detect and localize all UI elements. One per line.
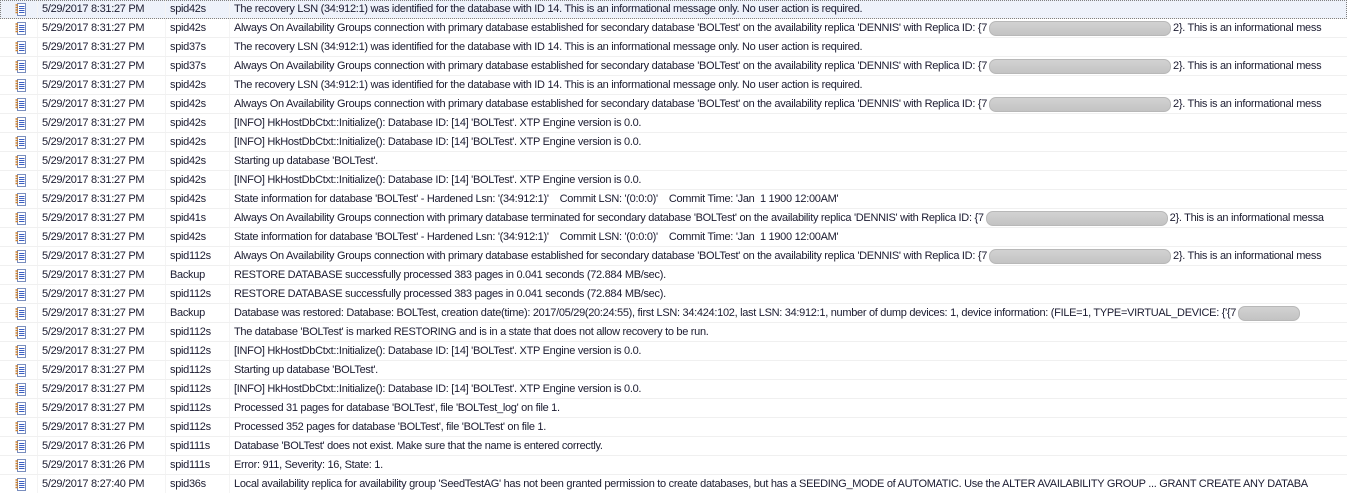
- log-source: spid42s: [166, 171, 230, 189]
- log-row[interactable]: [0, 247, 1347, 266]
- log-source: spid37s: [166, 57, 230, 75]
- log-message-text: [INFO] HkHostDbCtxt::Initialize(): Database ID: [14] 'BOLTest'. XTP Engine version is 0.0.: [234, 136, 642, 148]
- log-timestamp: 5/29/2017 8:31:27 PM: [38, 95, 166, 113]
- log-timestamp: 5/29/2017 8:31:26 PM: [38, 437, 166, 455]
- log-timestamp: 5/29/2017 8:31:27 PM: [38, 0, 166, 18]
- log-entry-icon: [14, 135, 27, 150]
- log-row[interactable]: [0, 171, 1347, 190]
- log-entry-icon-cell: [0, 304, 38, 322]
- log-timestamp: 5/29/2017 8:31:27 PM: [38, 342, 166, 360]
- log-source: spid112s: [166, 247, 230, 265]
- log-timestamp: 5/29/2017 8:31:27 PM: [38, 38, 166, 56]
- log-message: [230, 0, 1347, 18]
- log-timestamp: 5/29/2017 8:31:27 PM: [38, 285, 166, 303]
- log-entry-icon: [14, 344, 27, 359]
- log-message-text: RESTORE DATABASE successfully processed 383 pages in 0.041 seconds (72.884 MB/sec).: [234, 269, 666, 281]
- log-message: [230, 95, 1347, 113]
- log-entry-icon-cell: [0, 228, 38, 246]
- log-message-text: [INFO] HkHostDbCtxt::Initialize(): Database ID: [14] 'BOLTest'. XTP Engine version is 0.0.: [234, 117, 642, 129]
- log-entry-icon: [14, 116, 27, 131]
- log-timestamp: 5/29/2017 8:31:27 PM: [38, 190, 166, 208]
- log-timestamp: 5/29/2017 8:31:27 PM: [38, 209, 166, 227]
- log-message-text: Processed 31 pages for database 'BOLTest', file 'BOLTest_log' on file 1.: [234, 402, 560, 414]
- log-timestamp: 5/29/2017 8:31:27 PM: [38, 57, 166, 75]
- log-entry-icon-cell: [0, 76, 38, 94]
- log-entry-icon-cell: [0, 323, 38, 341]
- log-entry-icon: [14, 173, 27, 188]
- log-entry-icon-cell: [0, 190, 38, 208]
- log-message-text: The recovery LSN (34:912:1) was identified for the database with ID 14. This is an informational message only. No user action is required.: [234, 3, 863, 15]
- log-timestamp: 5/29/2017 8:31:27 PM: [38, 133, 166, 151]
- log-message-text: Local availability replica for availability group 'SeedTestAG' has not been granted permission to create databases, but has a SEEDING_MODE of AUTOMATIC. Use the ALTER AVAILABILITY GROUP ... GRANT CREATE ANY DATABA: [234, 478, 1308, 490]
- log-row[interactable]: [0, 342, 1347, 361]
- log-entry-icon: [14, 439, 27, 454]
- log-message: [230, 76, 1347, 94]
- log-entry-icon-cell: [0, 342, 38, 360]
- log-message-text: Starting up database 'BOLTest'.: [234, 155, 378, 167]
- log-row[interactable]: [0, 209, 1347, 228]
- log-entry-icon-cell: [0, 133, 38, 151]
- log-message-text: State information for database 'BOLTest' - Hardened Lsn: '(34:912:1)' Commit LSN: '(0:0:0)' Commit Time: 'Jan 1 1900 12:00AM': [234, 231, 839, 243]
- redacted-text: [986, 211, 1168, 226]
- log-message: [230, 209, 1347, 227]
- log-timestamp: 5/29/2017 8:31:27 PM: [38, 418, 166, 436]
- log-source: spid42s: [166, 152, 230, 170]
- log-message: [230, 171, 1347, 189]
- log-message-text: Starting up database 'BOLTest'.: [234, 364, 378, 376]
- log-message-text: Error: 911, Severity: 16, State: 1.: [234, 459, 383, 471]
- log-entry-icon-cell: [0, 266, 38, 284]
- log-message-text: 2}. This is an informational mess: [1173, 98, 1322, 110]
- log-row[interactable]: [0, 361, 1347, 380]
- log-message: [230, 342, 1347, 360]
- log-message: [230, 285, 1347, 303]
- log-row[interactable]: [0, 323, 1347, 342]
- log-source: spid42s: [166, 114, 230, 132]
- log-message-text: Always On Availability Groups connection with primary database terminated for secondary database 'BOLTest' on the availability replica 'DENNIS' with Replica ID: {7: [234, 212, 984, 224]
- log-message: [230, 456, 1347, 474]
- log-message: [230, 19, 1347, 37]
- log-message: [230, 133, 1347, 151]
- log-message-text: 2}. This is an informational messa: [1169, 212, 1324, 224]
- log-timestamp: 5/29/2017 8:27:40 PM: [38, 475, 166, 493]
- log-entry-icon-cell: [0, 475, 38, 493]
- log-timestamp: 5/29/2017 8:31:27 PM: [38, 171, 166, 189]
- log-entry-icon: [14, 211, 27, 226]
- log-entry-icon: [14, 401, 27, 416]
- log-entry-icon: [14, 477, 27, 492]
- log-message-text: The recovery LSN (34:912:1) was identified for the database with ID 14. This is an informational message only. No user action is required.: [234, 41, 863, 53]
- log-message: [230, 380, 1347, 398]
- log-message-text: Always On Availability Groups connection with primary database established for secondary database 'BOLTest' on the availability replica 'DENNIS' with Replica ID: {7: [234, 22, 988, 34]
- log-timestamp: 5/29/2017 8:31:27 PM: [38, 399, 166, 417]
- log-row[interactable]: [0, 76, 1347, 95]
- log-entry-icon-cell: [0, 399, 38, 417]
- log-row[interactable]: [0, 0, 1347, 19]
- log-entry-icon-cell: [0, 38, 38, 56]
- log-message: [230, 266, 1347, 284]
- log-source: spid112s: [166, 399, 230, 417]
- log-row[interactable]: [0, 380, 1347, 399]
- log-source: spid112s: [166, 342, 230, 360]
- log-row[interactable]: [0, 437, 1347, 456]
- log-entry-icon: [14, 154, 27, 169]
- log-source: spid111s: [166, 437, 230, 455]
- log-entry-icon: [14, 458, 27, 473]
- log-source: spid42s: [166, 19, 230, 37]
- log-source: spid112s: [166, 418, 230, 436]
- log-source: Backup: [166, 266, 230, 284]
- log-source: spid42s: [166, 228, 230, 246]
- log-message-text: The recovery LSN (34:912:1) was identified for the database with ID 14. This is an informational message only. No user action is required.: [234, 79, 863, 91]
- log-entry-icon-cell: [0, 247, 38, 265]
- log-row[interactable]: [0, 190, 1347, 209]
- log-source: spid42s: [166, 95, 230, 113]
- log-entry-icon-cell: [0, 0, 38, 18]
- log-entry-icon: [14, 382, 27, 397]
- log-row[interactable]: [0, 418, 1347, 437]
- log-timestamp: 5/29/2017 8:31:27 PM: [38, 323, 166, 341]
- log-message-text: State information for database 'BOLTest' - Hardened Lsn: '(34:912:1)' Commit LSN: '(0:0:0)' Commit Time: 'Jan 1 1900 12:00AM': [234, 193, 839, 205]
- log-message-text: Database was restored: Database: BOLTest, creation date(time): 2017/05/29(20:24:55), first LSN: 34:424:102, last LSN: 34:912:1, number of dump devices: 1, device information: (FILE=1, TYPE=VIRTUAL_DEVICE: {'{7: [234, 307, 1237, 319]
- redacted-text: [1238, 306, 1300, 321]
- log-message-text: [INFO] HkHostDbCtxt::Initialize(): Database ID: [14] 'BOLTest'. XTP Engine version is 0.0.: [234, 174, 642, 186]
- log-entry-icon-cell: [0, 456, 38, 474]
- log-timestamp: 5/29/2017 8:31:27 PM: [38, 228, 166, 246]
- log-message-text: Always On Availability Groups connection with primary database established for secondary database 'BOLTest' on the availability replica 'DENNIS' with Replica ID: {7: [234, 98, 988, 110]
- log-entry-icon-cell: [0, 57, 38, 75]
- log-entry-icon: [14, 192, 27, 207]
- log-message: [230, 304, 1347, 322]
- log-timestamp: 5/29/2017 8:31:27 PM: [38, 76, 166, 94]
- log-row[interactable]: [0, 38, 1347, 57]
- log-entry-icon: [14, 21, 27, 36]
- log-entry-icon: [14, 420, 27, 435]
- log-row[interactable]: [0, 475, 1347, 493]
- log-message: [230, 152, 1347, 170]
- log-message: [230, 437, 1347, 455]
- log-source: spid112s: [166, 361, 230, 379]
- log-timestamp: 5/29/2017 8:31:27 PM: [38, 114, 166, 132]
- log-entry-icon: [14, 325, 27, 340]
- log-timestamp: 5/29/2017 8:31:27 PM: [38, 361, 166, 379]
- log-message-text: RESTORE DATABASE successfully processed 383 pages in 0.041 seconds (72.884 MB/sec).: [234, 288, 666, 300]
- log-entry-icon: [14, 78, 27, 93]
- log-message-text: The database 'BOLTest' is marked RESTORING and is in a state that does not allow recovery to be run.: [234, 326, 709, 338]
- log-source: spid36s: [166, 475, 230, 493]
- log-message-text: 2}. This is an informational mess: [1173, 250, 1322, 262]
- redacted-text: [989, 21, 1171, 36]
- log-entry-icon-cell: [0, 19, 38, 37]
- log-source: spid42s: [166, 76, 230, 94]
- log-message: [230, 38, 1347, 56]
- log-source: spid41s: [166, 209, 230, 227]
- log-message: [230, 323, 1347, 341]
- log-entry-icon: [14, 40, 27, 55]
- log-message: [230, 361, 1347, 379]
- log-timestamp: 5/29/2017 8:31:27 PM: [38, 152, 166, 170]
- log-entry-icon-cell: [0, 380, 38, 398]
- log-message-text: [INFO] HkHostDbCtxt::Initialize(): Database ID: [14] 'BOLTest'. XTP Engine version is 0.0.: [234, 383, 642, 395]
- log-entry-icon: [14, 59, 27, 74]
- redacted-text: [989, 249, 1171, 264]
- log-entry-icon: [14, 230, 27, 245]
- log-timestamp: 5/29/2017 8:31:27 PM: [38, 266, 166, 284]
- log-message: [230, 114, 1347, 132]
- log-message: [230, 57, 1347, 75]
- log-timestamp: 5/29/2017 8:31:27 PM: [38, 304, 166, 322]
- log-entry-icon-cell: [0, 418, 38, 436]
- log-timestamp: 5/29/2017 8:31:27 PM: [38, 380, 166, 398]
- log-row[interactable]: [0, 19, 1347, 38]
- log-timestamp: 5/29/2017 8:31:26 PM: [38, 456, 166, 474]
- log-entry-icon-cell: [0, 437, 38, 455]
- redacted-text: [989, 59, 1171, 74]
- log-row[interactable]: [0, 57, 1347, 76]
- log-entry-icon: [14, 2, 27, 17]
- log-row[interactable]: [0, 266, 1347, 285]
- log-source: spid42s: [166, 0, 230, 18]
- log-source: spid112s: [166, 285, 230, 303]
- log-entry-icon: [14, 97, 27, 112]
- log-entry-icon-cell: [0, 209, 38, 227]
- log-source: spid37s: [166, 38, 230, 56]
- log-entry-icon-cell: [0, 285, 38, 303]
- log-row[interactable]: [0, 228, 1347, 247]
- log-row[interactable]: [0, 304, 1347, 323]
- log-entry-icon-cell: [0, 361, 38, 379]
- log-message-text: Always On Availability Groups connection with primary database established for secondary database 'BOLTest' on the availability replica 'DENNIS' with Replica ID: {7: [234, 250, 988, 262]
- log-message-text: [INFO] HkHostDbCtxt::Initialize(): Database ID: [14] 'BOLTest'. XTP Engine version is 0.0.: [234, 345, 642, 357]
- log-timestamp: 5/29/2017 8:31:27 PM: [38, 247, 166, 265]
- log-source: spid112s: [166, 323, 230, 341]
- log-entry-icon-cell: [0, 114, 38, 132]
- log-source: spid112s: [166, 380, 230, 398]
- log-row[interactable]: [0, 285, 1347, 304]
- log-source: spid42s: [166, 133, 230, 151]
- log-row[interactable]: [0, 152, 1347, 171]
- log-row[interactable]: [0, 133, 1347, 152]
- log-message: [230, 475, 1347, 493]
- log-message: [230, 399, 1347, 417]
- log-row[interactable]: [0, 456, 1347, 475]
- log-message-text: 2}. This is an informational mess: [1173, 22, 1322, 34]
- log-row[interactable]: [0, 114, 1347, 133]
- log-message: [230, 418, 1347, 436]
- log-entry-icon: [14, 268, 27, 283]
- log-message-text: Database 'BOLTest' does not exist. Make sure that the name is entered correctly.: [234, 440, 603, 452]
- log-message-text: Processed 352 pages for database 'BOLTest', file 'BOLTest' on file 1.: [234, 421, 546, 433]
- log-row[interactable]: [0, 399, 1347, 418]
- log-row[interactable]: [0, 95, 1347, 114]
- log-entry-icon: [14, 306, 27, 321]
- log-message: [230, 228, 1347, 246]
- log-timestamp: 5/29/2017 8:31:27 PM: [38, 19, 166, 37]
- log-entry-icon: [14, 249, 27, 264]
- log-entry-icon-cell: [0, 171, 38, 189]
- log-source: Backup: [166, 304, 230, 322]
- log-message-text: Always On Availability Groups connection with primary database established for secondary database 'BOLTest' on the availability replica 'DENNIS' with Replica ID: {7: [234, 60, 988, 72]
- log-entry-icon: [14, 363, 27, 378]
- redacted-text: [989, 97, 1171, 112]
- log-message: [230, 247, 1347, 265]
- log-entry-icon-cell: [0, 152, 38, 170]
- log-message-text: 2}. This is an informational mess: [1173, 60, 1322, 72]
- log-source: spid111s: [166, 456, 230, 474]
- log-entry-icon-cell: [0, 95, 38, 113]
- log-entry-icon: [14, 287, 27, 302]
- log-source: spid42s: [166, 190, 230, 208]
- log-message: [230, 190, 1347, 208]
